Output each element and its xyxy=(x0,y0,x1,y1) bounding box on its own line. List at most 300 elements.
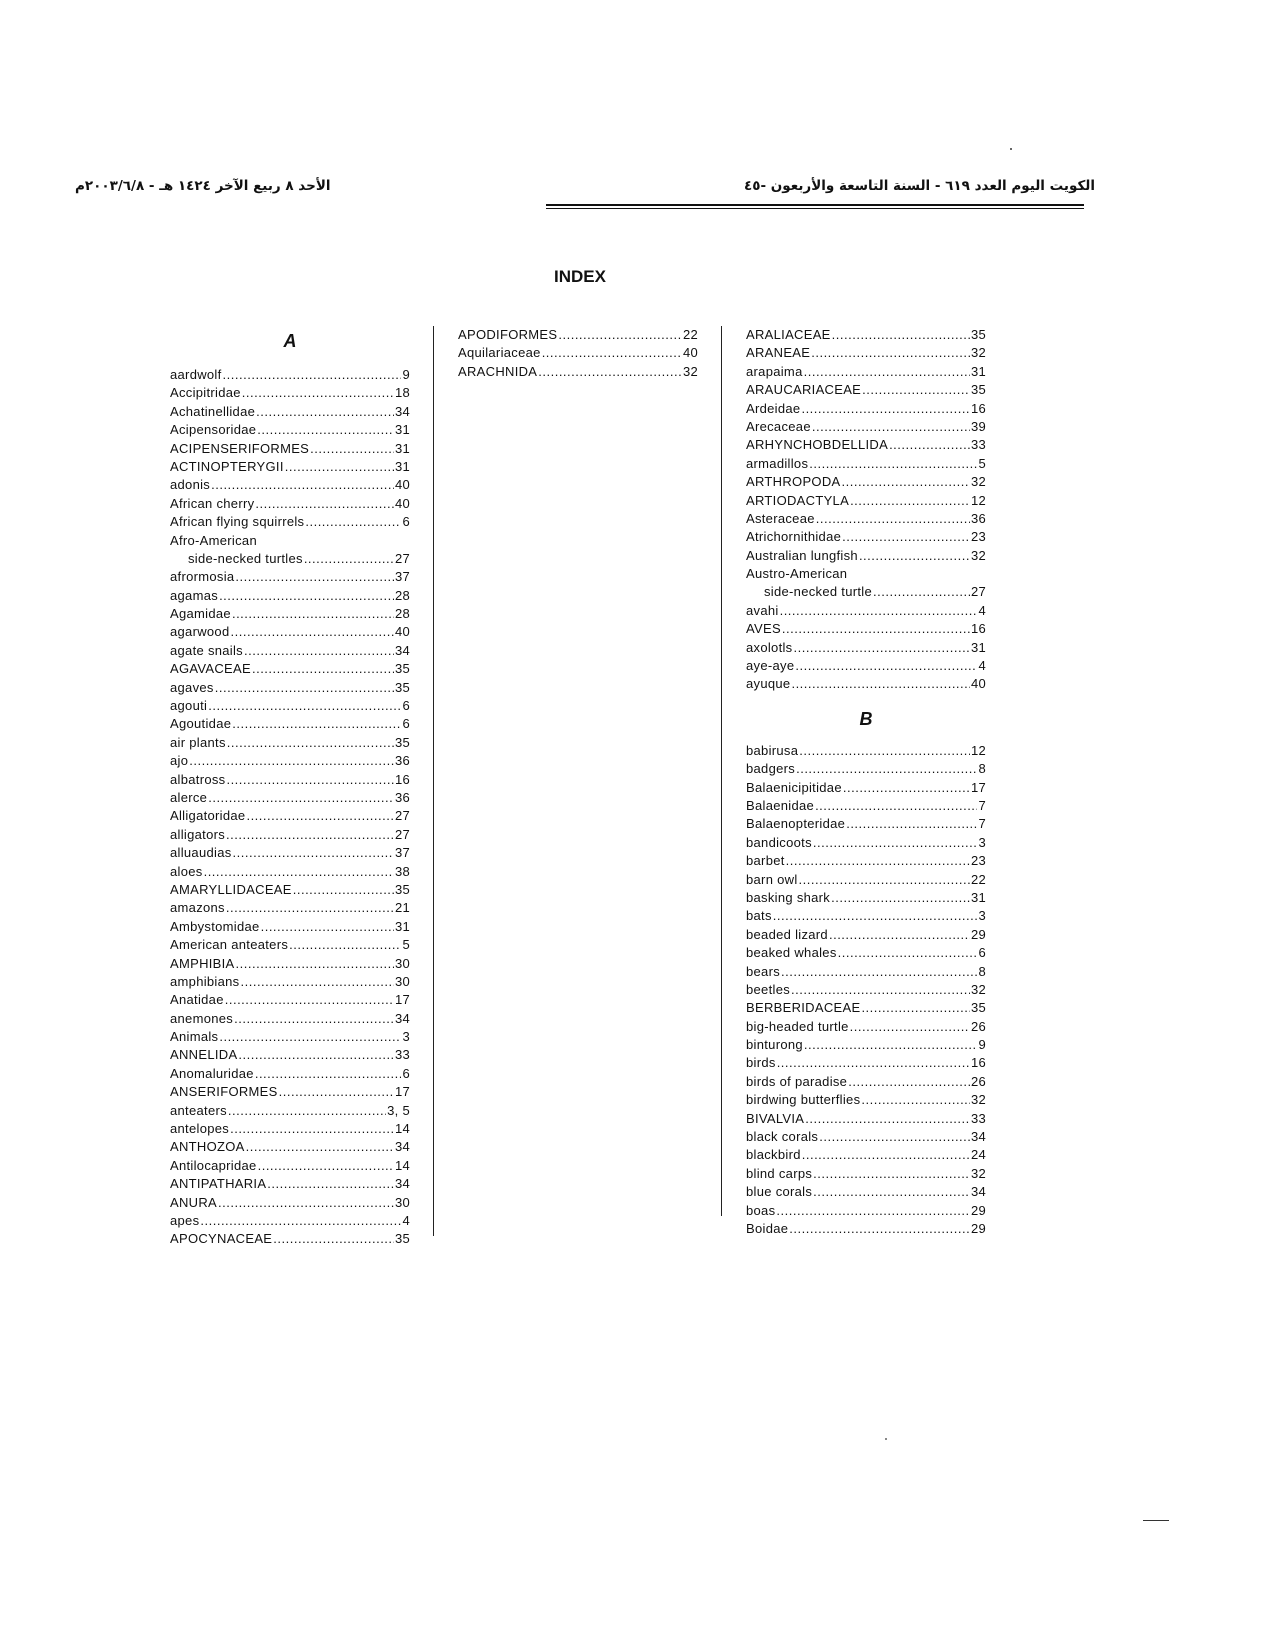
dot-leader xyxy=(829,926,970,944)
dot-leader xyxy=(838,944,978,962)
index-entry-term: Anatidae xyxy=(170,992,224,1008)
index-entry-page: 39 xyxy=(970,418,986,434)
dot-leader xyxy=(813,1183,970,1201)
index-title: INDEX xyxy=(554,267,606,286)
dot-leader xyxy=(786,852,970,870)
index-entry-term: ARHYNCHOBDELLIDA xyxy=(746,437,889,453)
dot-leader xyxy=(789,1220,970,1238)
index-entry xyxy=(170,1083,410,1101)
index-entry-term: BERBERIDACEAE xyxy=(746,1000,861,1016)
index-entry-page: 35 xyxy=(394,661,410,677)
index-entry-term: AGAVACEAE xyxy=(170,661,251,677)
index-entry-page: 37 xyxy=(394,845,410,861)
index-entry-page: 29 xyxy=(970,1220,986,1236)
index-entry-term: ANNELIDA xyxy=(170,1047,238,1063)
index-entry-term: antelopes xyxy=(170,1121,230,1137)
index-entry-term: APODIFORMES xyxy=(458,327,558,342)
index-entry-term: aloes xyxy=(170,863,203,879)
index-entry-page: 31 xyxy=(394,458,410,474)
dot-leader xyxy=(258,1157,394,1175)
index-entry-page: 33 xyxy=(970,1110,986,1126)
index-entry-term: beetles xyxy=(746,981,791,997)
index-entry xyxy=(170,697,410,715)
index-entry xyxy=(170,1212,410,1230)
dot-leader xyxy=(850,492,970,510)
index-entry-page: 30 xyxy=(394,1194,410,1210)
index-entry-term: Alligatoridae xyxy=(170,808,246,824)
dot-leader xyxy=(233,844,394,862)
index-entry-term: Balaenopteridae xyxy=(746,816,846,832)
index-entry-term: Ambystomidae xyxy=(170,918,260,934)
margin-mark xyxy=(1143,1520,1169,1521)
index-entry xyxy=(170,1065,410,1083)
index-entry xyxy=(170,936,410,954)
index-entry-page: 28 xyxy=(394,587,410,603)
index-entry xyxy=(170,513,410,531)
dot-leader xyxy=(285,458,394,476)
index-entry-term: APOCYNACEAE xyxy=(170,1231,273,1247)
index-entry xyxy=(746,963,986,981)
dot-leader xyxy=(801,400,969,418)
dot-leader xyxy=(238,1046,394,1064)
dot-leader xyxy=(223,366,402,384)
index-entry-term: alerce xyxy=(170,789,208,805)
index-entry-term: black corals xyxy=(746,1129,819,1145)
index-entry-term: ANSERIFORMES xyxy=(170,1084,278,1100)
index-entry-term: ajo xyxy=(170,753,189,769)
index-entry-page: 9 xyxy=(402,367,410,382)
index-entry xyxy=(746,944,986,962)
index-entry-page: 27 xyxy=(394,826,410,842)
index-entry xyxy=(746,779,986,797)
index-entry xyxy=(746,815,986,833)
index-entry-term: agouti xyxy=(170,698,208,714)
entry-list xyxy=(458,326,698,381)
index-entry-page: 17 xyxy=(970,779,986,795)
index-entry-page: 8 xyxy=(978,761,986,777)
index-entry-page: 6 xyxy=(402,716,410,732)
index-entry-page: 17 xyxy=(394,992,410,1008)
dot-leader xyxy=(862,381,970,399)
index-entry-term: air plants xyxy=(170,734,226,750)
index-entry-term: bats xyxy=(746,908,772,924)
index-entry-page: 28 xyxy=(394,606,410,622)
dot-leader xyxy=(228,1102,386,1120)
dot-leader xyxy=(255,495,394,513)
index-entry xyxy=(746,528,986,546)
index-entry-page: 6 xyxy=(402,698,410,714)
index-entry xyxy=(746,1128,986,1146)
index-entry-page: 6 xyxy=(978,945,986,961)
entry-list xyxy=(170,366,410,1249)
dot-leader xyxy=(538,363,682,381)
dot-leader xyxy=(846,815,977,833)
dot-leader xyxy=(793,639,969,657)
dot-leader xyxy=(805,1110,970,1128)
dot-leader xyxy=(542,344,682,362)
index-entry-page: 36 xyxy=(394,753,410,769)
index-entry-term: ACTINOPTERYGII xyxy=(170,458,284,474)
dot-leader xyxy=(289,936,401,954)
dot-leader xyxy=(781,963,977,981)
index-entry-page: 35 xyxy=(970,1000,986,1016)
index-entry xyxy=(746,1036,986,1054)
index-entry-page: 32 xyxy=(970,547,986,563)
index-entry xyxy=(170,1028,410,1046)
index-entry-page: 12 xyxy=(970,742,986,758)
index-entry-page: 36 xyxy=(970,510,986,526)
index-entry-term: Anomaluridae xyxy=(170,1065,254,1081)
index-entry-page: 27 xyxy=(394,808,410,824)
index-entry-term: Aquilariaceae xyxy=(458,345,541,361)
index-entry xyxy=(458,326,698,344)
index-entry-term: birds of paradise xyxy=(746,1073,848,1089)
index-entry-term: blackbird xyxy=(746,1147,801,1163)
index-entry xyxy=(170,366,410,384)
index-entry-term: babirusa xyxy=(746,742,799,758)
dot-leader xyxy=(244,642,394,660)
index-entry-term: Asteraceae xyxy=(746,510,815,526)
index-entry-term: Arecaceae xyxy=(746,418,811,434)
dot-leader xyxy=(310,440,394,458)
index-entry-page: 35 xyxy=(394,881,410,897)
index-entry-page: 7 xyxy=(978,797,986,813)
index-entry xyxy=(170,679,410,697)
dot-leader xyxy=(816,510,970,528)
index-entry-term: amazons xyxy=(170,900,225,916)
index-entry-page: 40 xyxy=(682,345,698,361)
index-entry-page: 29 xyxy=(970,1202,986,1218)
dot-leader xyxy=(208,789,394,807)
dot-leader xyxy=(256,403,394,421)
entry-list xyxy=(746,326,986,694)
index-entry-term: ayuque xyxy=(746,676,791,692)
dot-leader xyxy=(204,863,394,881)
index-entry xyxy=(746,1165,986,1183)
index-entry-term: arapaima xyxy=(746,363,803,379)
index-entry-page: 3 xyxy=(978,834,986,850)
index-entry-term: AMARYLLIDACEAE xyxy=(170,881,292,897)
index-entry-page: 34 xyxy=(394,1176,410,1192)
index-entry-page: 4 xyxy=(402,1212,410,1228)
index-entry-page: 40 xyxy=(394,495,410,511)
index-entry-term: amphibians xyxy=(170,973,240,989)
index-entry-page: 33 xyxy=(394,1047,410,1063)
index-entry xyxy=(746,1202,986,1220)
dot-leader xyxy=(227,734,394,752)
index-entry xyxy=(746,1220,986,1238)
dot-leader xyxy=(848,1073,970,1091)
index-entry xyxy=(458,344,698,362)
dot-leader xyxy=(791,981,970,999)
dot-leader xyxy=(776,1202,970,1220)
dot-leader xyxy=(242,384,394,402)
dot-leader xyxy=(208,697,401,715)
index-entry-term: birdwing butterflies xyxy=(746,1092,861,1108)
index-entry-page: 3 xyxy=(978,908,986,924)
index-entry-page: 3 xyxy=(402,1029,410,1045)
index-entry-page: 31 xyxy=(970,363,986,379)
index-entry-term: bears xyxy=(746,963,781,979)
index-entry-term: ANURA xyxy=(170,1194,218,1210)
index-entry-term: Ardeidae xyxy=(746,400,801,416)
index-entry-term: Agoutidae xyxy=(170,716,232,732)
index-entry-term: agamas xyxy=(170,587,219,603)
index-entry xyxy=(458,363,698,381)
dot-leader xyxy=(842,528,970,546)
index-entry-term: avahi xyxy=(746,602,779,618)
scan-speck xyxy=(1010,148,1012,150)
index-entry xyxy=(746,326,986,344)
index-entry-term: barbet xyxy=(746,853,785,869)
index-entry-term: ARALIACEAE xyxy=(746,327,831,342)
index-entry-term: anteaters xyxy=(170,1102,227,1118)
index-entry-page: 38 xyxy=(394,863,410,879)
index-entry-term: adonis xyxy=(170,477,211,493)
index-entry-page: 16 xyxy=(970,621,986,637)
dot-leader xyxy=(861,999,970,1017)
index-entry xyxy=(170,844,410,862)
dot-leader xyxy=(226,826,394,844)
dot-leader xyxy=(246,807,393,825)
index-entry xyxy=(170,550,410,568)
index-entry-page: 4 xyxy=(978,602,986,618)
index-entry-page: 35 xyxy=(394,734,410,750)
index-entry-page: 34 xyxy=(394,403,410,419)
index-entry-page: 34 xyxy=(394,1139,410,1155)
index-entry xyxy=(170,568,410,586)
dot-leader xyxy=(200,1212,401,1230)
dot-leader xyxy=(842,473,970,491)
index-entry-term: Afro-American xyxy=(170,532,257,548)
index-entry-page: 35 xyxy=(394,1231,410,1247)
index-entry xyxy=(170,1175,410,1193)
dot-leader xyxy=(230,1120,394,1138)
index-entry xyxy=(170,1046,410,1064)
index-entry-term: BIVALVIA xyxy=(746,1110,805,1126)
dot-leader xyxy=(231,623,394,641)
index-entry-page: 31 xyxy=(394,918,410,934)
index-entry-page: 24 xyxy=(970,1147,986,1163)
dot-leader xyxy=(232,715,401,733)
dot-leader xyxy=(782,620,970,638)
index-entry xyxy=(170,403,410,421)
index-entry-term: beaked whales xyxy=(746,945,837,961)
index-entry-page: 40 xyxy=(970,676,986,692)
index-entry xyxy=(746,999,986,1017)
index-entry-page: 32 xyxy=(970,345,986,361)
index-entry-term: basking shark xyxy=(746,889,831,905)
index-entry-page: 23 xyxy=(970,853,986,869)
index-entry-term: Balaenicipitidae xyxy=(746,779,842,795)
index-entry-term: Achatinellidae xyxy=(170,403,256,419)
index-entry-page: 16 xyxy=(970,400,986,416)
index-entry xyxy=(170,789,410,807)
index-entry xyxy=(746,1146,986,1164)
index-entry xyxy=(170,440,410,458)
index-entry-term: Accipitridae xyxy=(170,385,241,401)
index-entry-page: 26 xyxy=(970,1018,986,1034)
dot-leader xyxy=(799,742,970,760)
index-entry-page: 31 xyxy=(394,422,410,438)
dot-leader xyxy=(225,991,394,1009)
index-entry xyxy=(170,973,410,991)
dot-leader xyxy=(279,1083,394,1101)
index-column-1 xyxy=(170,330,410,1249)
index-entry-term: ARTIODACTYLA xyxy=(746,492,850,508)
index-entry xyxy=(746,675,986,693)
index-entry xyxy=(170,991,410,1009)
index-entry xyxy=(746,473,986,491)
index-entry-page: 30 xyxy=(394,973,410,989)
index-entry xyxy=(170,495,410,513)
index-entry-page: 37 xyxy=(394,569,410,585)
dot-leader xyxy=(819,1128,970,1146)
dot-leader xyxy=(241,973,394,991)
index-entry-page: 34 xyxy=(394,1010,410,1026)
index-entry-term: birds xyxy=(746,1055,776,1071)
dot-leader xyxy=(773,907,978,925)
dot-leader xyxy=(795,657,977,675)
dot-leader xyxy=(873,583,970,601)
index-entry-term: Austro-American xyxy=(746,566,848,582)
index-entry-page: 40 xyxy=(394,477,410,493)
index-entry xyxy=(170,826,410,844)
index-entry-term: ARAUCARIACEAE xyxy=(746,382,862,398)
index-entry xyxy=(170,1138,410,1156)
index-entry-term: ARTHROPODA xyxy=(746,474,841,490)
index-entry-page: 8 xyxy=(978,963,986,979)
scan-speck xyxy=(885,1438,887,1440)
index-entry-page: 31 xyxy=(394,440,410,456)
index-entry-term: barn owl xyxy=(746,871,798,887)
dot-leader xyxy=(799,871,970,889)
index-entry xyxy=(746,547,986,565)
index-entry-term: armadillos xyxy=(746,455,809,471)
index-entry xyxy=(170,1010,410,1028)
dot-leader xyxy=(226,899,394,917)
index-entry xyxy=(746,1018,986,1036)
dot-leader xyxy=(813,834,978,852)
index-entry xyxy=(170,1102,410,1120)
column-divider xyxy=(433,326,434,1236)
index-entry-page: 3, 5 xyxy=(387,1102,410,1118)
dot-leader xyxy=(780,602,978,620)
dot-leader xyxy=(211,476,394,494)
index-entry-page: 32 xyxy=(970,981,986,997)
dot-leader xyxy=(804,1036,978,1054)
index-entry xyxy=(746,510,986,528)
dot-leader xyxy=(813,1165,970,1183)
index-entry xyxy=(170,476,410,494)
index-entry xyxy=(170,863,410,881)
index-entry xyxy=(746,583,986,601)
index-entry-page: 36 xyxy=(394,789,410,805)
entry-list xyxy=(746,742,986,1239)
index-entry-term: agarwood xyxy=(170,624,230,640)
dot-leader xyxy=(861,1091,970,1109)
index-entry-term: alligators xyxy=(170,826,226,842)
index-entry-page: 12 xyxy=(970,492,986,508)
index-entry xyxy=(170,421,410,439)
index-entry-page: 27 xyxy=(970,584,986,600)
index-entry xyxy=(746,455,986,473)
dot-leader xyxy=(850,1018,970,1036)
dot-leader xyxy=(305,513,401,531)
index-entry xyxy=(746,760,986,778)
dot-leader xyxy=(226,771,393,789)
gazette-date-header: الأحد ٨ ربيع الآخر ١٤٢٤ هـ - ٢٠٠٣/٦/٨م xyxy=(75,178,331,194)
index-entry xyxy=(746,344,986,362)
index-entry-term: AVES xyxy=(746,621,781,637)
dot-leader xyxy=(809,455,977,473)
index-entry-term: Agamidae xyxy=(170,606,231,622)
index-entry-page: 22 xyxy=(682,327,698,342)
index-entry-term: ANTIPATHARIA xyxy=(170,1176,267,1192)
index-entry-page: 34 xyxy=(970,1184,986,1200)
index-entry xyxy=(170,734,410,752)
index-entry-term: Balaenidae xyxy=(746,797,815,813)
index-entry-page: 35 xyxy=(394,679,410,695)
dot-leader xyxy=(273,1230,394,1248)
index-entry xyxy=(170,771,410,789)
index-entry xyxy=(746,418,986,436)
index-entry xyxy=(170,881,410,899)
header-divider xyxy=(546,204,1084,209)
dot-leader xyxy=(304,550,394,568)
index-entry xyxy=(746,620,986,638)
index-entry-page: 18 xyxy=(394,385,410,401)
index-entry xyxy=(746,436,986,454)
index-entry-page: 35 xyxy=(970,382,986,398)
index-entry-page: 32 xyxy=(970,474,986,490)
dot-leader xyxy=(859,547,970,565)
index-entry xyxy=(746,363,986,381)
index-entry-term: axolotls xyxy=(746,639,793,655)
index-entry-term: alluaudias xyxy=(170,845,232,861)
index-entry-term: aardwolf xyxy=(170,367,222,382)
index-entry xyxy=(746,871,986,889)
index-entry xyxy=(170,955,410,973)
index-entry xyxy=(170,587,410,605)
letter-heading-a: A xyxy=(283,331,297,351)
dot-leader xyxy=(215,679,394,697)
index-entry xyxy=(170,1157,410,1175)
index-entry xyxy=(170,807,410,825)
dot-leader xyxy=(267,1175,394,1193)
index-entry xyxy=(746,381,986,399)
index-entry-page: 14 xyxy=(394,1121,410,1137)
index-entry xyxy=(170,918,410,936)
letter-heading-b: B xyxy=(859,708,873,729)
index-entry-page: 16 xyxy=(970,1055,986,1071)
index-entry xyxy=(746,981,986,999)
index-entry-page: 21 xyxy=(394,900,410,916)
dot-leader xyxy=(815,797,977,815)
index-entry xyxy=(746,1091,986,1109)
index-entry-page: 14 xyxy=(394,1157,410,1173)
index-entry-page: 34 xyxy=(394,642,410,658)
index-entry-page: 31 xyxy=(970,639,986,655)
dot-leader xyxy=(558,326,682,344)
index-entry xyxy=(170,605,410,623)
index-entry xyxy=(170,384,410,402)
index-entry xyxy=(746,1054,986,1072)
index-entry-term: ARACHNIDA xyxy=(458,363,538,379)
dot-leader xyxy=(219,587,394,605)
index-entry-term: boas xyxy=(746,1202,776,1218)
dot-leader xyxy=(889,436,970,454)
